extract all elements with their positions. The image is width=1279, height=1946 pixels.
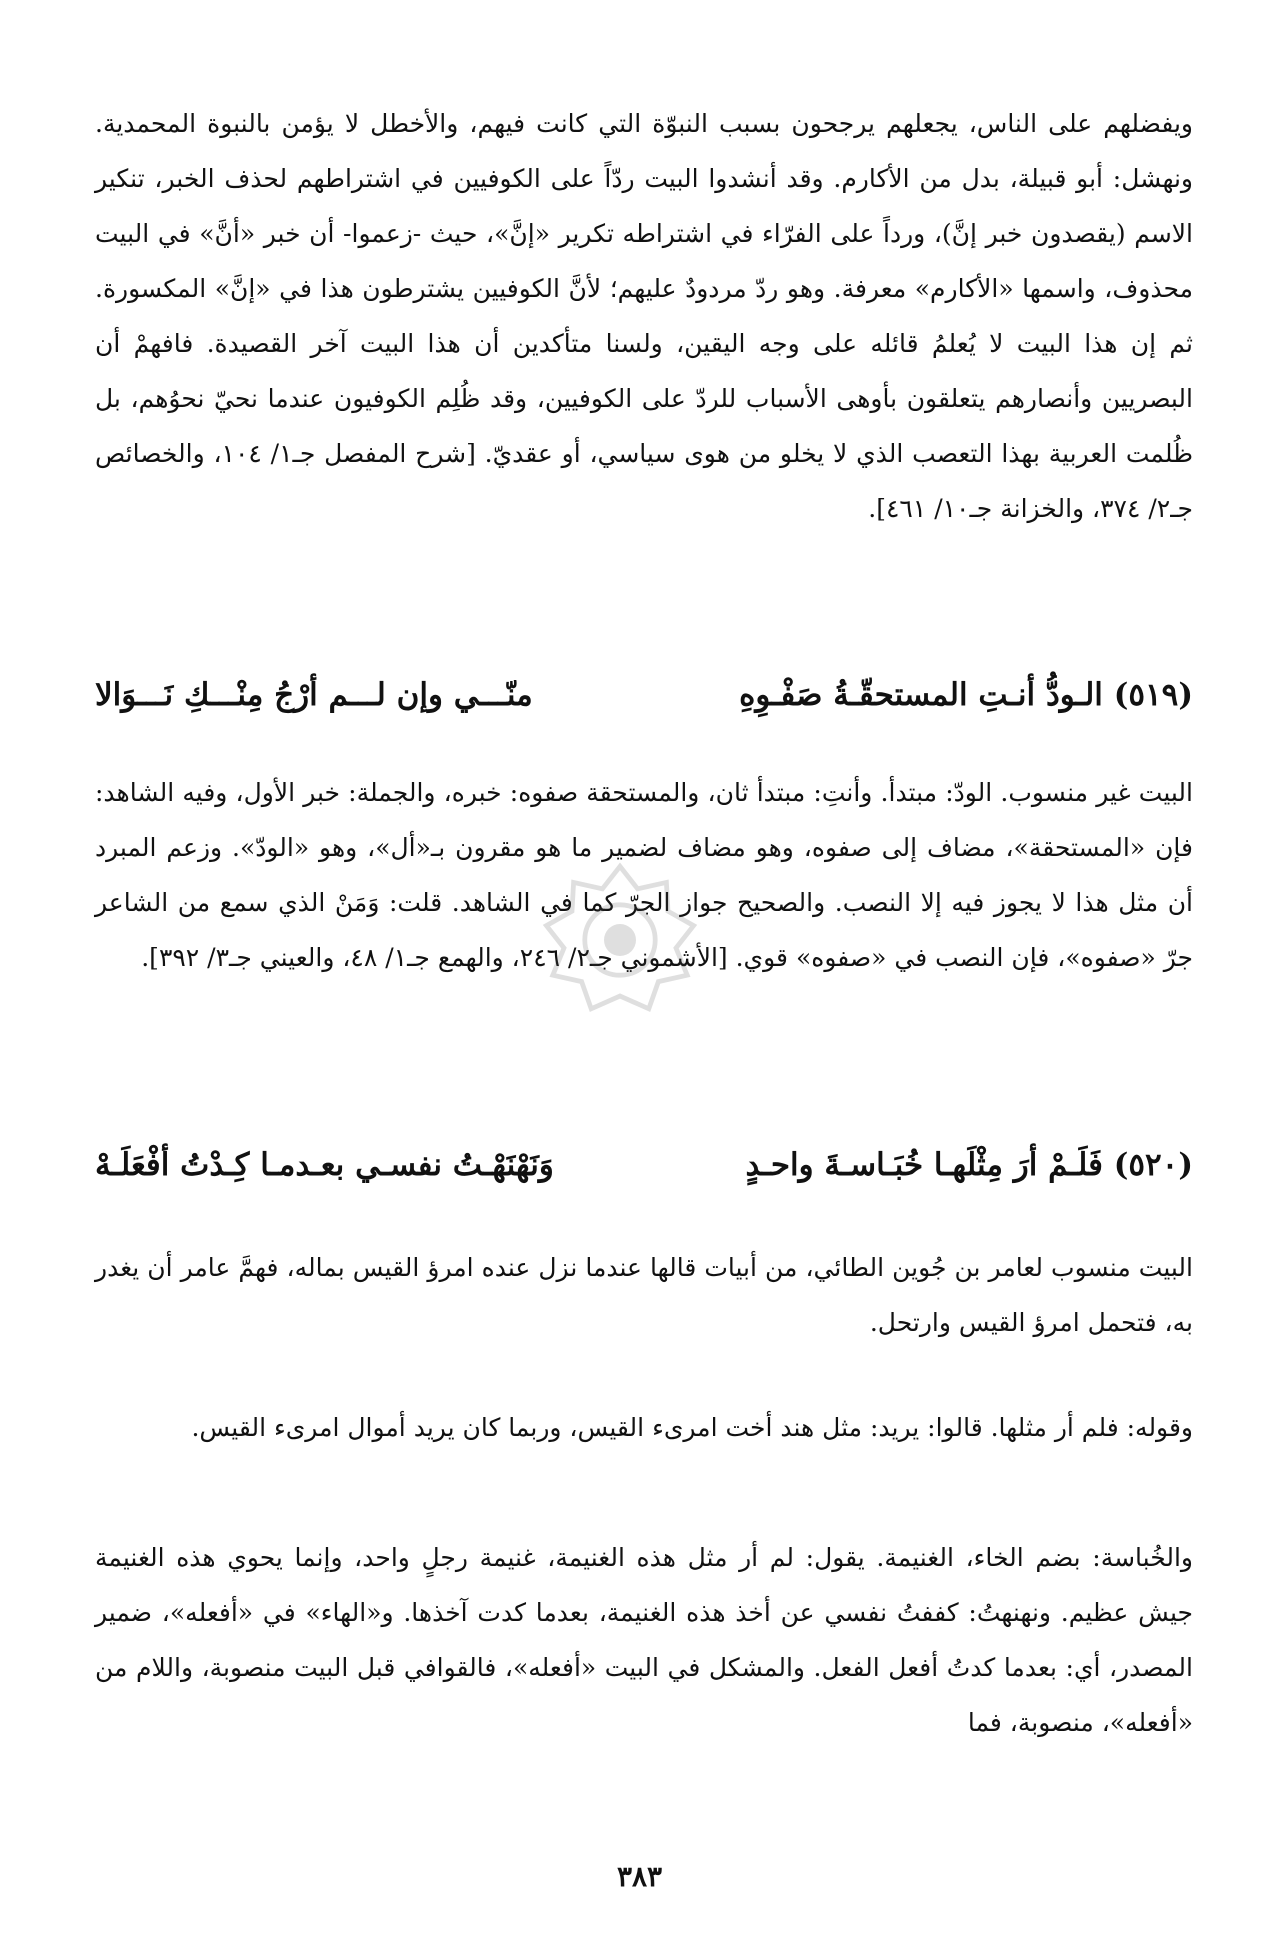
paragraph-commentary-519: البيت غير منسوب. الودّ: مبتدأ. وأنتِ: مبتدأ ثان، والمستحقة صفوه: خبره، والجملة: خبر الأول، وفيه الشاهد: فإن «المستحقة»، مضاف إلى صفوه، وهو مضاف لضمير ما هو مقرون بـ«أل»، وهو «الودّ». وزعم المبرد أن مثل هذا لا يجوز فيه إلا النصب. والصحيح جواز الجرّ كما في الشاهد. قلت: وَمَنْ الذي سمع من الشاعر جرّ «صفوه»، فإن النصب في «صفوه» قوي. [الأشموني جـ٢/ ٢٤٦، والهمع جـ١/ ٤٨، والعيني جـ٣/ ٣٩٢]. (95, 778, 1193, 972)
verse-520-second-hemistich: وَنَهْنَهْـتُ نفسـي بعـدمـا كِـدْتُ أفْعَلَـهْ (95, 1147, 554, 1183)
paragraph-vocabulary-520: والخُباسة: بضم الخاء، الغنيمة. يقول: لم أر مثل هذه الغنيمة، غنيمة رجلٍ واحد، وإنما يحوي هذه الغنيمة جيش عظيم. ونهنهتُ: كففتُ نفسي عن أخذ هذه الغنيمة، بعدما كدت آخذها. و«الهاء» في «أفعله»، ضمير المصدر، أي: بعدما كدتُ أفعل الفعل. والمشكل في البيت «أفعله»، فالقوافي قبل البيت منصوبة، واللام من «أفعله»، منصوبة، فما (95, 1543, 1193, 1737)
verse-520-first-hemistich: (٥٢٠) فَلَـمْ أرَ مِثْلَهـا خُبَـاسـةَ واحـدٍ (745, 1147, 1193, 1183)
paragraph-commentary-518: ويفضلهم على الناس، يجعلهم يرجحون بسبب النبوّة التي كانت فيهم، والأخطل لا يؤمن بالنبوة المحمدية. ونهشل: أبو قبيلة، بدل من الأكارم. وقد أنشدوا البيت ردّاً على الكوفيين في اشتراطهم لحذف الخبر، تنكير الاسم (يقصدون خبر إنَّ)، ورداً على الفرّاء في اشتراطه تكرير «إنَّ»، حيث -زعموا- أن خبر «أنَّ» في البيت محذوف، واسمها «الأكارم» معرفة. وهو ردّ مردودٌ عليهم؛ لأنَّ الكوفيين يشترطون هذا في «إنَّ» المكسورة. ثم إن هذا البيت لا يُعلمُ قائله على وجه اليقين، ولسنا متأكدين أن هذا البيت آخر القصيدة. فافهمْ أن البصريين وأنصارهم يتعلقون بأوهى الأسباب للردّ على الكوفيين، وقد ظُلِم الكوفيون عندما نحيّ نحوُهم، بل ظُلمت العربية بهذا التعصب الذي لا يخلو من هوى سياسي، أو عقديّ. [شرح المفصل جـ١/ ١٠٤، والخصائص جـ٢/ ٣٧٤، والخزانة جـ١٠/ ٤٦١]. (95, 109, 1194, 523)
verse-520 (95, 1130, 1193, 1200)
library-seal-watermark-icon (540, 860, 700, 1020)
verse-519-second-hemistich: منّـــي وإن لـــم أرْجُ مِنْـــكِ نَـــوَالا (95, 677, 533, 713)
verse-519 (95, 660, 1193, 730)
page-number: ٣٨٣ (616, 1860, 663, 1893)
verse-519-first-hemistich: (٥١٩) الـودُّ أنـتِ المستحقّـةُ صَفْـوِهِ (739, 677, 1193, 713)
paragraph-explanation-520: وقوله: فلم أر مثلها. قالوا: يريد: مثل هند أخت امرىء القيس، وربما كان يريد أموال امرىء القيس. (191, 1413, 1193, 1442)
paragraph-attribution-520: البيت منسوب لعامر بن جُوين الطائي، من أبيات قالها عندما نزل عنده امرؤ القيس بماله، فهمَّ عامر أن يغدر به، فتحمل امرؤ القيس وارتحل. (95, 1253, 1193, 1337)
